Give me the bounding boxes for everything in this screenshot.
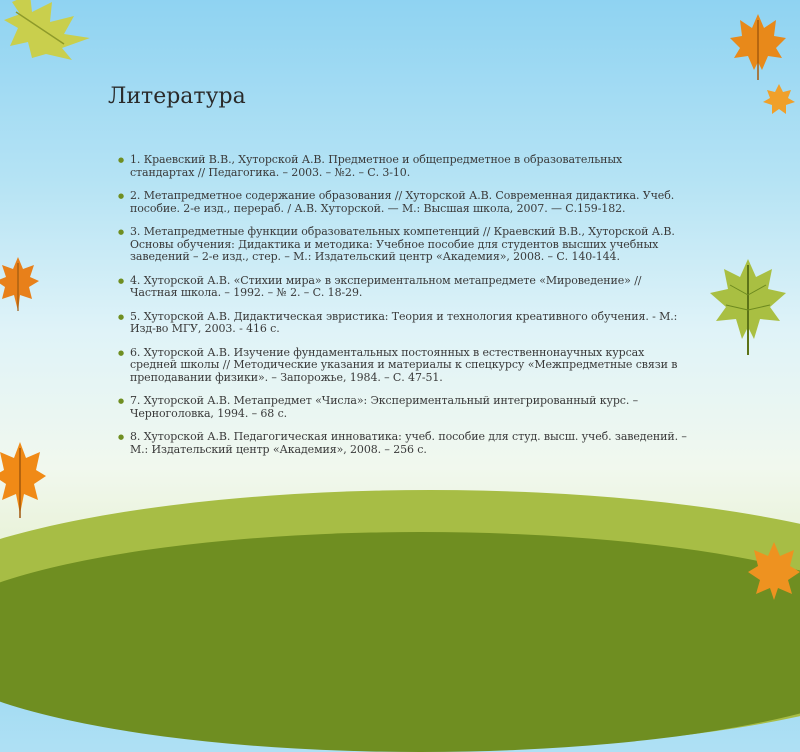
list-item: [118, 154, 688, 179]
list-item-text: 4. Хуторской А.В. «Стихии мира» в экспериментальном метапредмете «Мироведение» // Частная школа. – 1992. – № 2. – С. 18-29.: [130, 273, 642, 299]
bullet-icon: ●: [118, 397, 125, 405]
list-item: [118, 395, 688, 420]
leaf-icon-green: [2, 0, 102, 62]
bullet-icon: ●: [118, 348, 125, 357]
list-item: [118, 226, 688, 264]
leaf-icon-orange-bottom: [748, 540, 800, 600]
leaf-icon-orange: [728, 10, 788, 82]
slide-title: Литература: [108, 84, 246, 109]
leaf-icon-green-large: [708, 255, 788, 360]
leaf-icon-orange-large: [0, 440, 46, 520]
list-item-text: 7. Хуторской А.В. Метапредмет «Числа»: Экспериментальный интегрированный курс. – Черноголовка, 1994. – 68 с.: [130, 394, 639, 420]
foreground-hill: [0, 532, 800, 752]
leaf-icon-orange-left: [0, 255, 40, 313]
list-item-text: 3. Метапредметные функции образовательных компетенций // Краевский В.В., Хуторской А.В. Основы обучения: Дидактика и методика: Учебное пособие для студентов высших учебных заведений – 2-е изд., стер. – М.: Издательский центр «Академия», 2008. – С. 140-144.: [130, 225, 675, 263]
list-item-text: 6. Хуторской А.В. Изучение фундаментальных постоянных в естественнонаучных курсах средней школы // Методические указания и материалы к спецкурсу «Межпредметные связи в преподавании физики». – Запорожье, 1984. – С. 47-51.: [130, 345, 678, 384]
list-item: [118, 311, 688, 336]
list-item-text: 5. Хуторской А.В. Дидактическая эвристика: Теория и технология креативного обучения. - М.: Изд-во МГУ, 2003. - 416 с.: [130, 309, 678, 335]
list-item: [118, 190, 688, 215]
list-item: [118, 347, 688, 385]
list-item-text: 1. Краевский В.В., Хуторской А.В. Предметное и общепредметное в образовательных стандартах // Педагогика. – 2003. – №2. – С. 3-10.: [130, 153, 623, 179]
leaf-icon-small: [762, 82, 796, 118]
bibliography-list: [118, 154, 688, 467]
bullet-icon: ●: [118, 433, 125, 441]
list-item: [118, 275, 688, 300]
list-item: [118, 431, 688, 456]
list-item-text: 8. Хуторской А.В. Педагогическая инноватика: учеб. пособие для студ. высш. учеб. заведений. – М.: Издательский центр «Академия», 2008. – 256 с.: [130, 430, 687, 456]
bullet-icon: ●: [118, 156, 125, 164]
bullet-icon: ●: [118, 228, 125, 236]
bullet-icon: ●: [118, 312, 125, 321]
bullet-icon: ●: [118, 192, 125, 200]
bullet-icon: ●: [118, 276, 125, 285]
list-item-text: 2. Метапредметное содержание образования // Хуторской А.В. Современная дидактика. Учеб. пособие. 2-е изд., перераб. / А.В. Хуторской. — М.: Высшая школа, 2007. — С.159-182.: [130, 189, 675, 215]
